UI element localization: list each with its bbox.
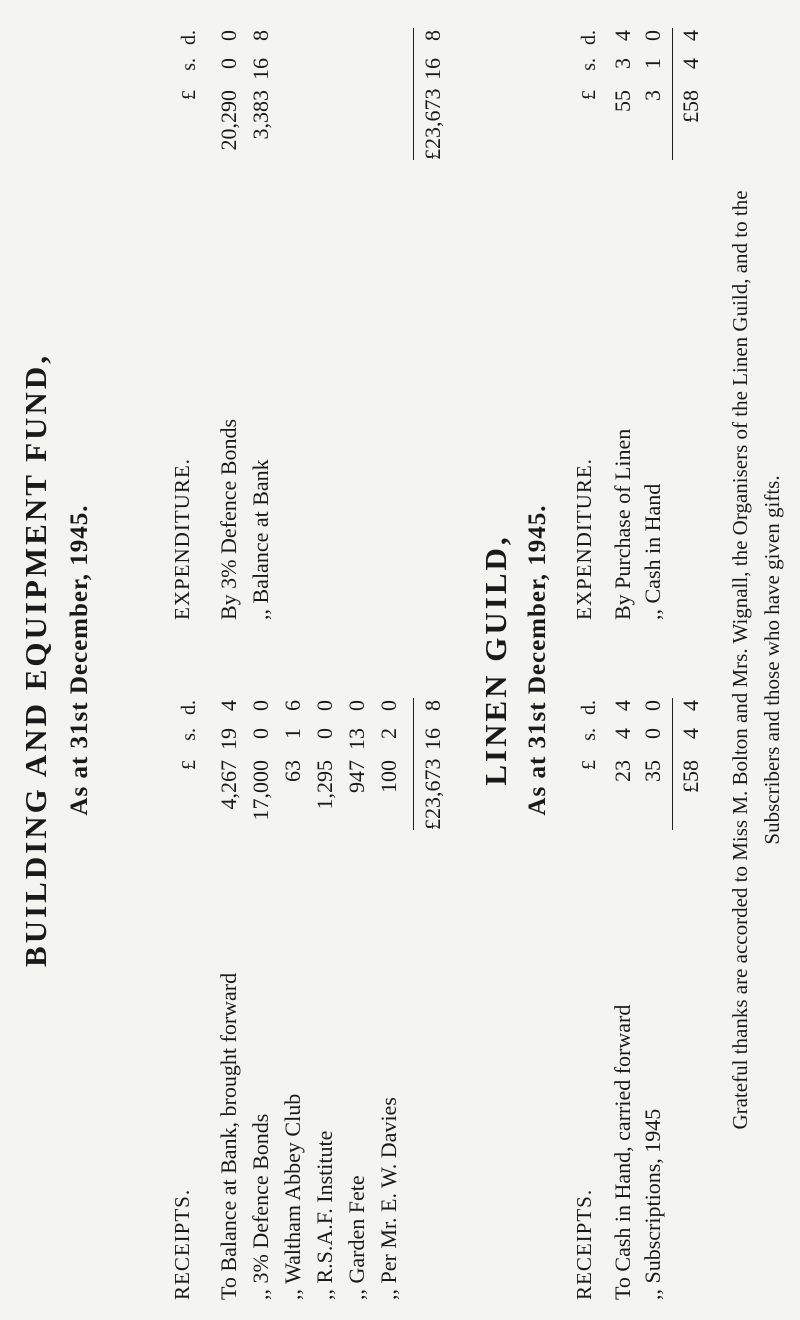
guild-receipt-pence: 4 (610, 700, 635, 711)
fund-expenditure-pence: 8 (248, 30, 273, 41)
fund-title: BUILDING AND EQUIPMENT FUND, (18, 353, 53, 967)
guild-expenditure-shillings: 3 (610, 58, 635, 69)
guild-expenditure-pence: 4 (610, 30, 635, 41)
fund-receipt-label: To Balance at Bank, brought forward (216, 972, 241, 1300)
fund-expenditure-shillings: 0 (216, 58, 241, 69)
fund-date-line: As at 31st December, 1945. (66, 504, 93, 816)
fund-receipt-label: ,, R.S.A.F. Institute (312, 1130, 337, 1300)
fund-receipts-heading: RECEIPTS. (170, 1188, 194, 1300)
fund-receipt-label: ,, Garden Fete (344, 1175, 369, 1300)
fund-expenditure-pence: 0 (216, 30, 241, 41)
fund-expenditure-label: ,, Balance at Bank (248, 459, 273, 620)
guild-receipts-total-rule (672, 698, 673, 830)
fund-receipts-total-rule (413, 698, 414, 830)
acknowledgement-line-1: Grateful thanks are accorded to Miss M. Bolton and Mrs. Wignall, the Organisers of the Linen Guild, and to the (728, 190, 752, 1130)
guild-receipt-shillings: 4 (610, 728, 635, 739)
fund-receipt-pounds: 17,000 (248, 760, 273, 821)
fund-receipt-pounds: 63 (280, 760, 305, 782)
fund-receipt-shillings: 19 (216, 728, 241, 750)
fund-receipt-label: ,, 3% Defence Bonds (248, 1113, 273, 1300)
guild-expenditure-label: ,, Cash in Hand (640, 483, 665, 620)
guild-expenditure-label: By Purchase of Linen (610, 428, 635, 620)
fund-receipt-shillings: 1 (280, 728, 305, 739)
fund-expenditure-pounds: 20,290 (216, 90, 241, 151)
fund-receipt-shillings: 0 (312, 728, 337, 739)
fund-receipt-pounds: 947 (344, 760, 369, 793)
fund-receipt-pence: 0 (312, 700, 337, 711)
guild-expenditure-pounds: 3 (640, 90, 665, 101)
fund-expenditure-heading: EXPENDITURE. (170, 458, 194, 620)
guild-receipt-pence: 0 (640, 700, 665, 711)
fund-receipt-shillings: 13 (344, 728, 369, 750)
fund-receipt-pence: 4 (216, 700, 241, 711)
guild-expenditure-shillings: 1 (640, 58, 665, 69)
guild-date-line: As at 31st December, 1945. (524, 504, 551, 816)
fund-expenditure-total-rule (413, 28, 414, 160)
guild-expenditure-heading: EXPENDITURE. (572, 458, 596, 620)
fund-receipt-label: ,, Per Mr. E. W. Davies (376, 1097, 401, 1300)
guild-title: LINEN GUILD, (478, 534, 513, 786)
guild-receipts-heading: RECEIPTS. (572, 1188, 596, 1300)
guild-expenditure-pounds: 55 (610, 90, 635, 112)
fund-receipt-pence: 0 (344, 700, 369, 711)
fund-expenditure-label: By 3% Defence Bonds (216, 418, 241, 620)
fund-expenditure-pounds: 3,383 (248, 90, 273, 140)
guild-receipt-pounds: 23 (610, 760, 635, 782)
fund-receipt-shillings: 2 (376, 728, 401, 739)
fund-receipt-shillings: 0 (248, 728, 273, 739)
fund-expenditure-shillings: 16 (248, 58, 273, 80)
fund-receipt-pounds: 100 (376, 760, 401, 793)
fund-receipt-pence: 0 (376, 700, 401, 711)
balance-sheet-page: BUILDING AND EQUIPMENT FUND, As at 31st December, 1945. RECEIPTS. EXPENDITURE. £ s. d. £ s. d. To Balance at Bank, brought forward 4,267 19 4 ,, 3% Defence Bonds 17,000 0 0 ,, Waltham Abbey Club 63 1 6 ,, R.S.A.F. Institute 1,295 0 0 ,, Garden Fete 947 13 0 ,, Per Mr. E. W. Davies 100 2 0 £23,673 16 8 By 3% Defence Bonds 20,290 0 0 ,, Balance at Bank 3,383 16 8 £23,673 16 8 LINEN GUILD, As at 31st December, 1945. RECEIPTS. EXPENDITURE. £ s. d. £ s. d. To Cash in Hand, carried forward 23 4 4 ,, Subscriptions, 1945 35 0 0 £58 4 4 By Purchase of Linen 55 3 4 ,, Cash in Hand 3 1 0 £58 4 4 Grateful thanks are accorded to Miss M. Bolton and Mrs. Wignall, the Organisers of the Linen Guild, and to the Subscribers and those who have given gifts. (0, 0, 800, 1320)
fund-receipt-pence: 0 (248, 700, 273, 711)
fund-receipt-pence: 6 (280, 700, 305, 711)
acknowledgement-line-2: Subscribers and those who have given gifts. (760, 475, 784, 845)
guild-receipt-shillings: 0 (640, 728, 665, 739)
fund-receipt-pounds: 1,295 (312, 760, 337, 810)
guild-receipt-label: To Cash in Hand, carried forward (610, 1004, 635, 1300)
guild-receipt-pounds: 35 (640, 760, 665, 782)
guild-expenditure-total-rule (672, 28, 673, 160)
fund-receipt-pounds: 4,267 (216, 760, 241, 810)
fund-receipt-label: ,, Waltham Abbey Club (280, 1093, 305, 1300)
guild-expenditure-pence: 0 (640, 30, 665, 41)
guild-receipt-label: ,, Subscriptions, 1945 (640, 1108, 665, 1300)
